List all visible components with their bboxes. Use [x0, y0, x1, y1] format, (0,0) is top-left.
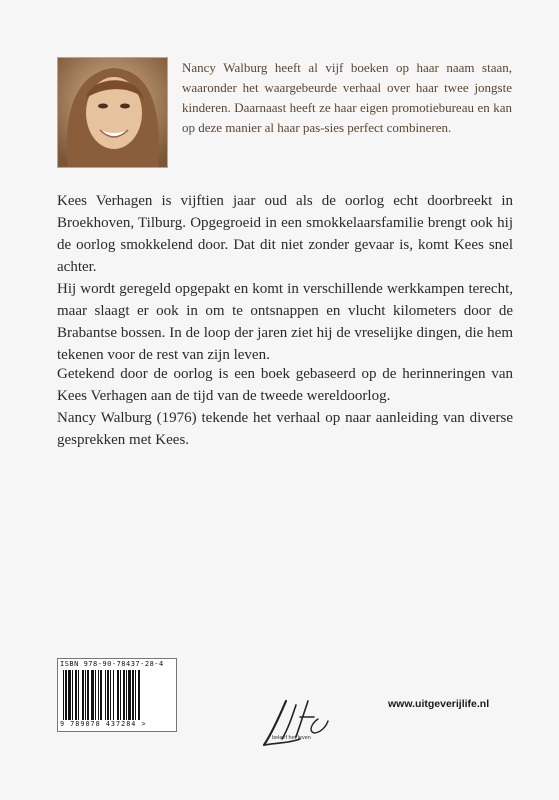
barcode-icon [61, 670, 173, 720]
isbn-barcode [57, 658, 177, 732]
book-about [57, 363, 513, 451]
isbn-label: ISBN 978-90-78437-28-4 [60, 660, 164, 668]
barcode-digits: 9 789078 437284 > [60, 720, 147, 728]
life-logo-icon [256, 693, 336, 755]
book-summary [57, 190, 513, 366]
about-paragraph: Nancy Walburg (1976) tekende het verhaal op naar aanleiding van diverse gesprekken met Kees. [57, 410, 513, 448]
author-photo [57, 57, 168, 168]
publisher-website: www.uitgeverijlife.nl [388, 698, 490, 710]
summary-paragraph: Kees Verhagen is vijftien jaar oud als de oorlog echt doorbreekt in Broekhoven, Tilburg. Opgegroeid in een smokkelaarsfamilie brengt ook hij de oorlog smokkelend door. Dat dit niet zonder gevaar is, komt Kees snel achter. [57, 193, 513, 275]
author-bio: Nancy Walburg heeft al vijf boeken op haar naam staan, waaronder het waargebeurde verhaal over haar twee jongste kinderen. Daarnaast heeft ze haar eigen promotiebureau en kan op deze manier al haar pas-sies perfect combineren. [182, 60, 512, 135]
publisher-tagline: beleef het leven [272, 735, 311, 741]
summary-paragraph: Hij wordt geregeld opgepakt en komt in verschillende werkkampen terecht, maar slaagt er ook in om te ontsnappen en vlucht kilometers door de Brabantse bossen. In de loop der jaren ziet hij de vreselijke dingen, die hem tekenen voor de rest van zijn leven. [57, 281, 513, 363]
about-paragraph: Getekend door de oorlog is een boek gebaseerd op de herinneringen van Kees Verhagen aan de tijd van de tweede wereldoorlog. [57, 366, 513, 404]
